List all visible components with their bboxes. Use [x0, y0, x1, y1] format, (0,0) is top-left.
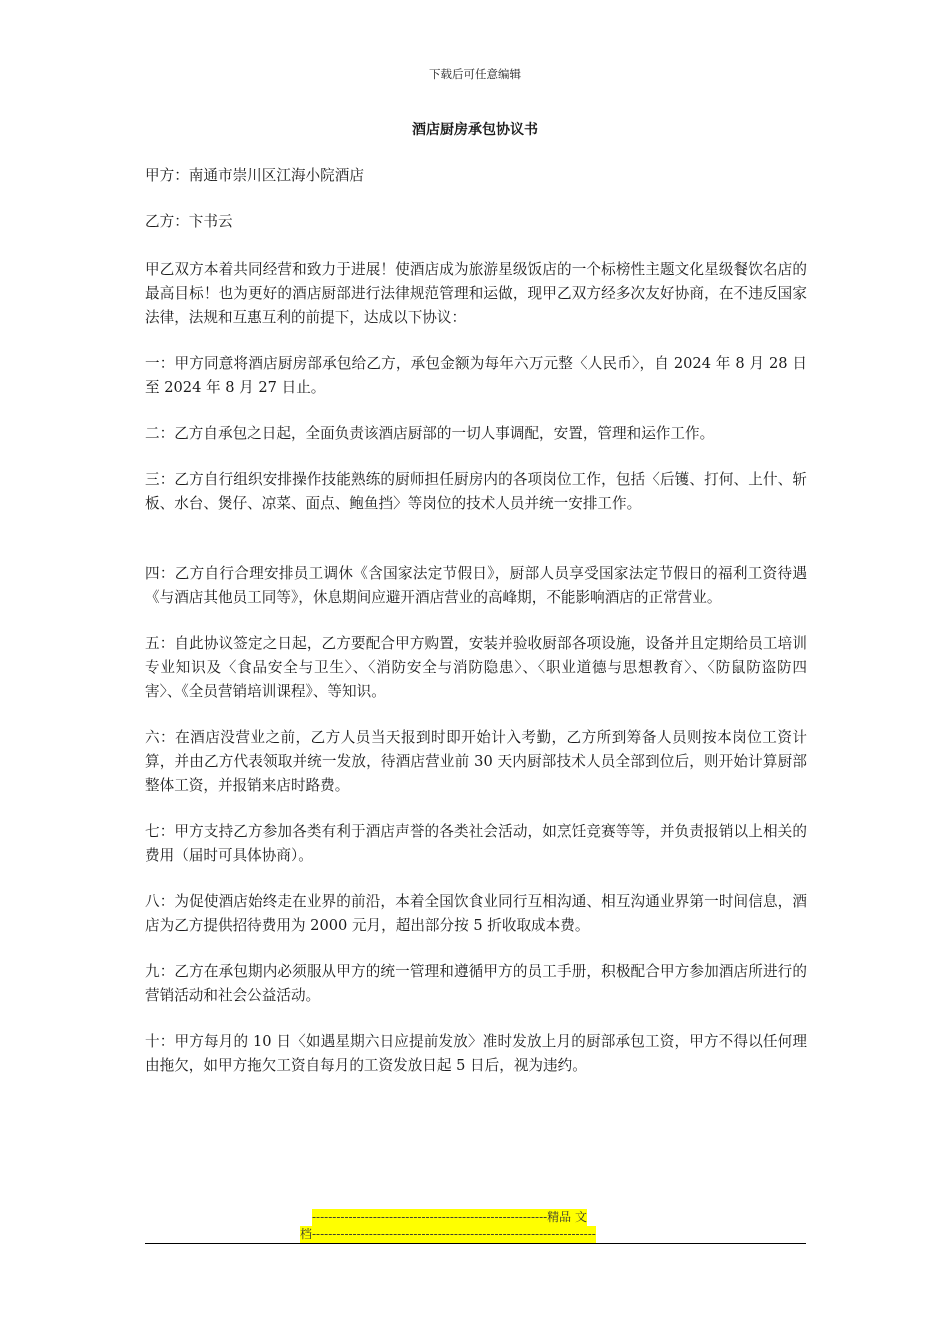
footer-line-1: ----------------------------------------------------------精品 文 [312, 1210, 587, 1224]
clause-6: 六：在酒店没营业之前，乙方人员当天报到时即开始计入考勤，乙方所到筹备人员则按本岗位工资计算，并由乙方代表领取并统一发放，待酒店营业前 30 天内厨部技术人员全部到位后，则开始计算厨部整体工资，并报销来店时路费。 [145, 729, 807, 794]
clause-1: 一：甲方同意将酒店厨房部承包给乙方，承包金额为每年六万元整〈人民币〉，自 2024 年 8 月 28 日至 2024 年 8 月 27 日止。 [145, 355, 807, 396]
clause-5: 五：自此协议签定之日起，乙方要配合甲方购置，安装并验收厨部各项设施，设备并且定期给员工培训专业知识及〈食品安全与卫生〉、〈消防安全与消防隐患〉、〈职业道德与思想教育〉、〈防鼠防盗防四害〉、《全员营销培训课程》、等知识。 [145, 635, 807, 700]
party-a: 甲方：南通市崇川区江海小院酒店 [145, 167, 364, 184]
footer-divider [145, 1243, 806, 1244]
footer-line-2: 档---------------------------------------------------------------------- [300, 1227, 596, 1241]
clause-4: 四：乙方自行合理安排员工调休《含国家法定节假日》，厨部人员享受国家法定节假日的福利工资待遇《与酒店其他员工同等》，休息期间应避开酒店营业的高峰期，不能影响酒店的正常营业。 [145, 565, 807, 606]
clause-2: 二：乙方自承包之日起，全面负责该酒店厨部的一切人事调配，安置，管理和运作工作。 [145, 425, 715, 442]
preamble-paragraph: 甲乙双方本着共同经营和致力于进展！使酒店成为旅游星级饭店的一个标榜性主题文化星级餐饮名店的最高目标！也为更好的酒店厨部进行法律规范管理和运做，现甲乙双方经多次友好协商，在不违反国家法律，法规和互惠互利的前提下，达成以下协议： [145, 261, 807, 326]
clause-3: 三：乙方自行组织安排操作技能熟练的厨师担任厨房内的各项岗位工作，包括〈后镬、打何、上什、斩板、水台、煲仔、凉菜、面点、鲍鱼挡〉等岗位的技术人员并统一安排工作。 [145, 471, 807, 512]
clause-9: 九：乙方在承包期内必须服从甲方的统一管理和遵循甲方的员工手册，积极配合甲方参加酒店所进行的营销活动和社会公益活动。 [145, 963, 807, 1004]
header-note: 下载后可任意编辑 [429, 67, 521, 81]
clause-10: 十：甲方每月的 10 日〈如遇星期六日应提前发放〉准时发放上月的厨部承包工资，甲方不得以任何理由拖欠，如甲方拖欠工资自每月的工资发放日起 5 日后，视为违约。 [145, 1033, 807, 1074]
document-title: 酒店厨房承包协议书 [412, 122, 538, 138]
clause-7: 七：甲方支持乙方参加各类有利于酒店声誉的各类社会活动，如烹饪竞赛等等，并负责报销以上相关的费用（届时可具体协商）。 [145, 823, 807, 864]
clause-8: 八：为促使酒店始终走在业界的前沿，本着全国饮食业同行互相沟通、相互沟通业界第一时间信息，酒店为乙方提供招待费用为 2000 元月，超出部分按 5 折收取成本费。 [145, 893, 807, 934]
footer-watermark [300, 1209, 650, 1243]
party-b: 乙方：卞书云 [145, 213, 233, 230]
agreement-clauses [145, 258, 807, 1100]
